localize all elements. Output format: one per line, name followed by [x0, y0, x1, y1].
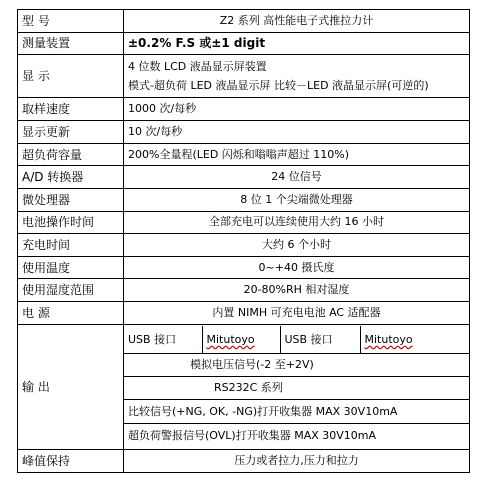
mitutoyo-2: Mitutoyo — [360, 326, 469, 354]
value-sampling: 1000 次/每秒 — [124, 98, 470, 121]
mitutoyo-1: Mitutoyo — [202, 326, 280, 354]
row-ad — [18, 166, 470, 189]
usb-port-1: USB 接口 — [128, 332, 177, 346]
value-charge: 大约 6 个小时 — [124, 234, 470, 257]
label-power: 电 源 — [18, 302, 124, 325]
label-output: 输 出 — [18, 324, 124, 450]
label-measure: 测量装置 — [18, 32, 124, 55]
row-charge — [18, 234, 470, 257]
value-overload: 200%全量程(LED 闪烁和嗡嗡声超过 110%) — [124, 143, 470, 166]
value-output — [124, 324, 470, 450]
value-temp: 0~+40 摄氏度 — [124, 256, 470, 279]
label-temp: 使用温度 — [18, 256, 124, 279]
row-power — [18, 302, 470, 325]
value-peak: 压力或者拉力,压力和拉力 — [124, 450, 470, 473]
usb-row — [124, 326, 469, 354]
value-model: Z2 系列 高性能电子式推拉力计 — [124, 10, 470, 33]
label-model: 型 号 — [18, 10, 124, 33]
label-sampling: 取样速度 — [18, 98, 124, 121]
row-display — [18, 55, 470, 98]
row-overload — [18, 143, 470, 166]
label-peak: 峰值保持 — [18, 450, 124, 473]
row-model — [18, 10, 470, 33]
row-peak — [18, 450, 470, 473]
value-ad: 24 位信号 — [124, 166, 470, 189]
value-cpu: 8 位 1 个尖端微处理器 — [124, 188, 470, 211]
value-battery: 全部充电可以连续使用大约 16 小时 — [124, 211, 470, 234]
display-line-1: 4 位数 LCD 液晶显示屏装置 — [128, 59, 267, 73]
label-humidity: 使用湿度范围 — [18, 279, 124, 302]
value-refresh: 10 次/每秒 — [124, 121, 470, 144]
label-refresh: 显示更新 — [18, 121, 124, 144]
label-cpu: 微处理器 — [18, 188, 124, 211]
value-measure: ±0.2% F.S 或±1 digit — [124, 32, 470, 55]
spec-table — [17, 9, 470, 473]
row-cpu — [18, 188, 470, 211]
overload-alarm-output: 超负荷警报信号(OVL)打开收集器 MAX 30V10mA — [128, 429, 377, 443]
row-refresh — [18, 121, 470, 144]
label-display: 显 示 — [18, 55, 124, 98]
value-display — [124, 55, 470, 98]
row-output — [18, 324, 470, 450]
display-line-2: 模式-超负荷 LED 液晶显示屏 比较－LED 液晶显示屏(可逆的) — [128, 78, 429, 92]
label-battery: 电池操作时间 — [18, 211, 124, 234]
row-humidity — [18, 279, 470, 302]
row-battery — [18, 211, 470, 234]
usb-port-2: USB 接口 — [280, 326, 360, 354]
label-ad: A/D 转换器 — [18, 166, 124, 189]
rs232-output: RS232C 系列 — [124, 377, 469, 400]
analog-output: 模拟电压信号(-2 至+2V) — [124, 354, 469, 377]
value-humidity: 20-80%RH 相对湿度 — [124, 279, 470, 302]
row-temp — [18, 256, 470, 279]
value-power: 内置 NIMH 可充电电池 AC 适配器 — [124, 302, 470, 325]
label-charge: 充电时间 — [18, 234, 124, 257]
label-overload: 超负荷容量 — [18, 143, 124, 166]
row-sampling — [18, 98, 470, 121]
row-measure — [18, 32, 470, 55]
compare-output: 比较信号(+NG, OK, -NG)打开收集器 MAX 30V10mA — [124, 400, 469, 424]
